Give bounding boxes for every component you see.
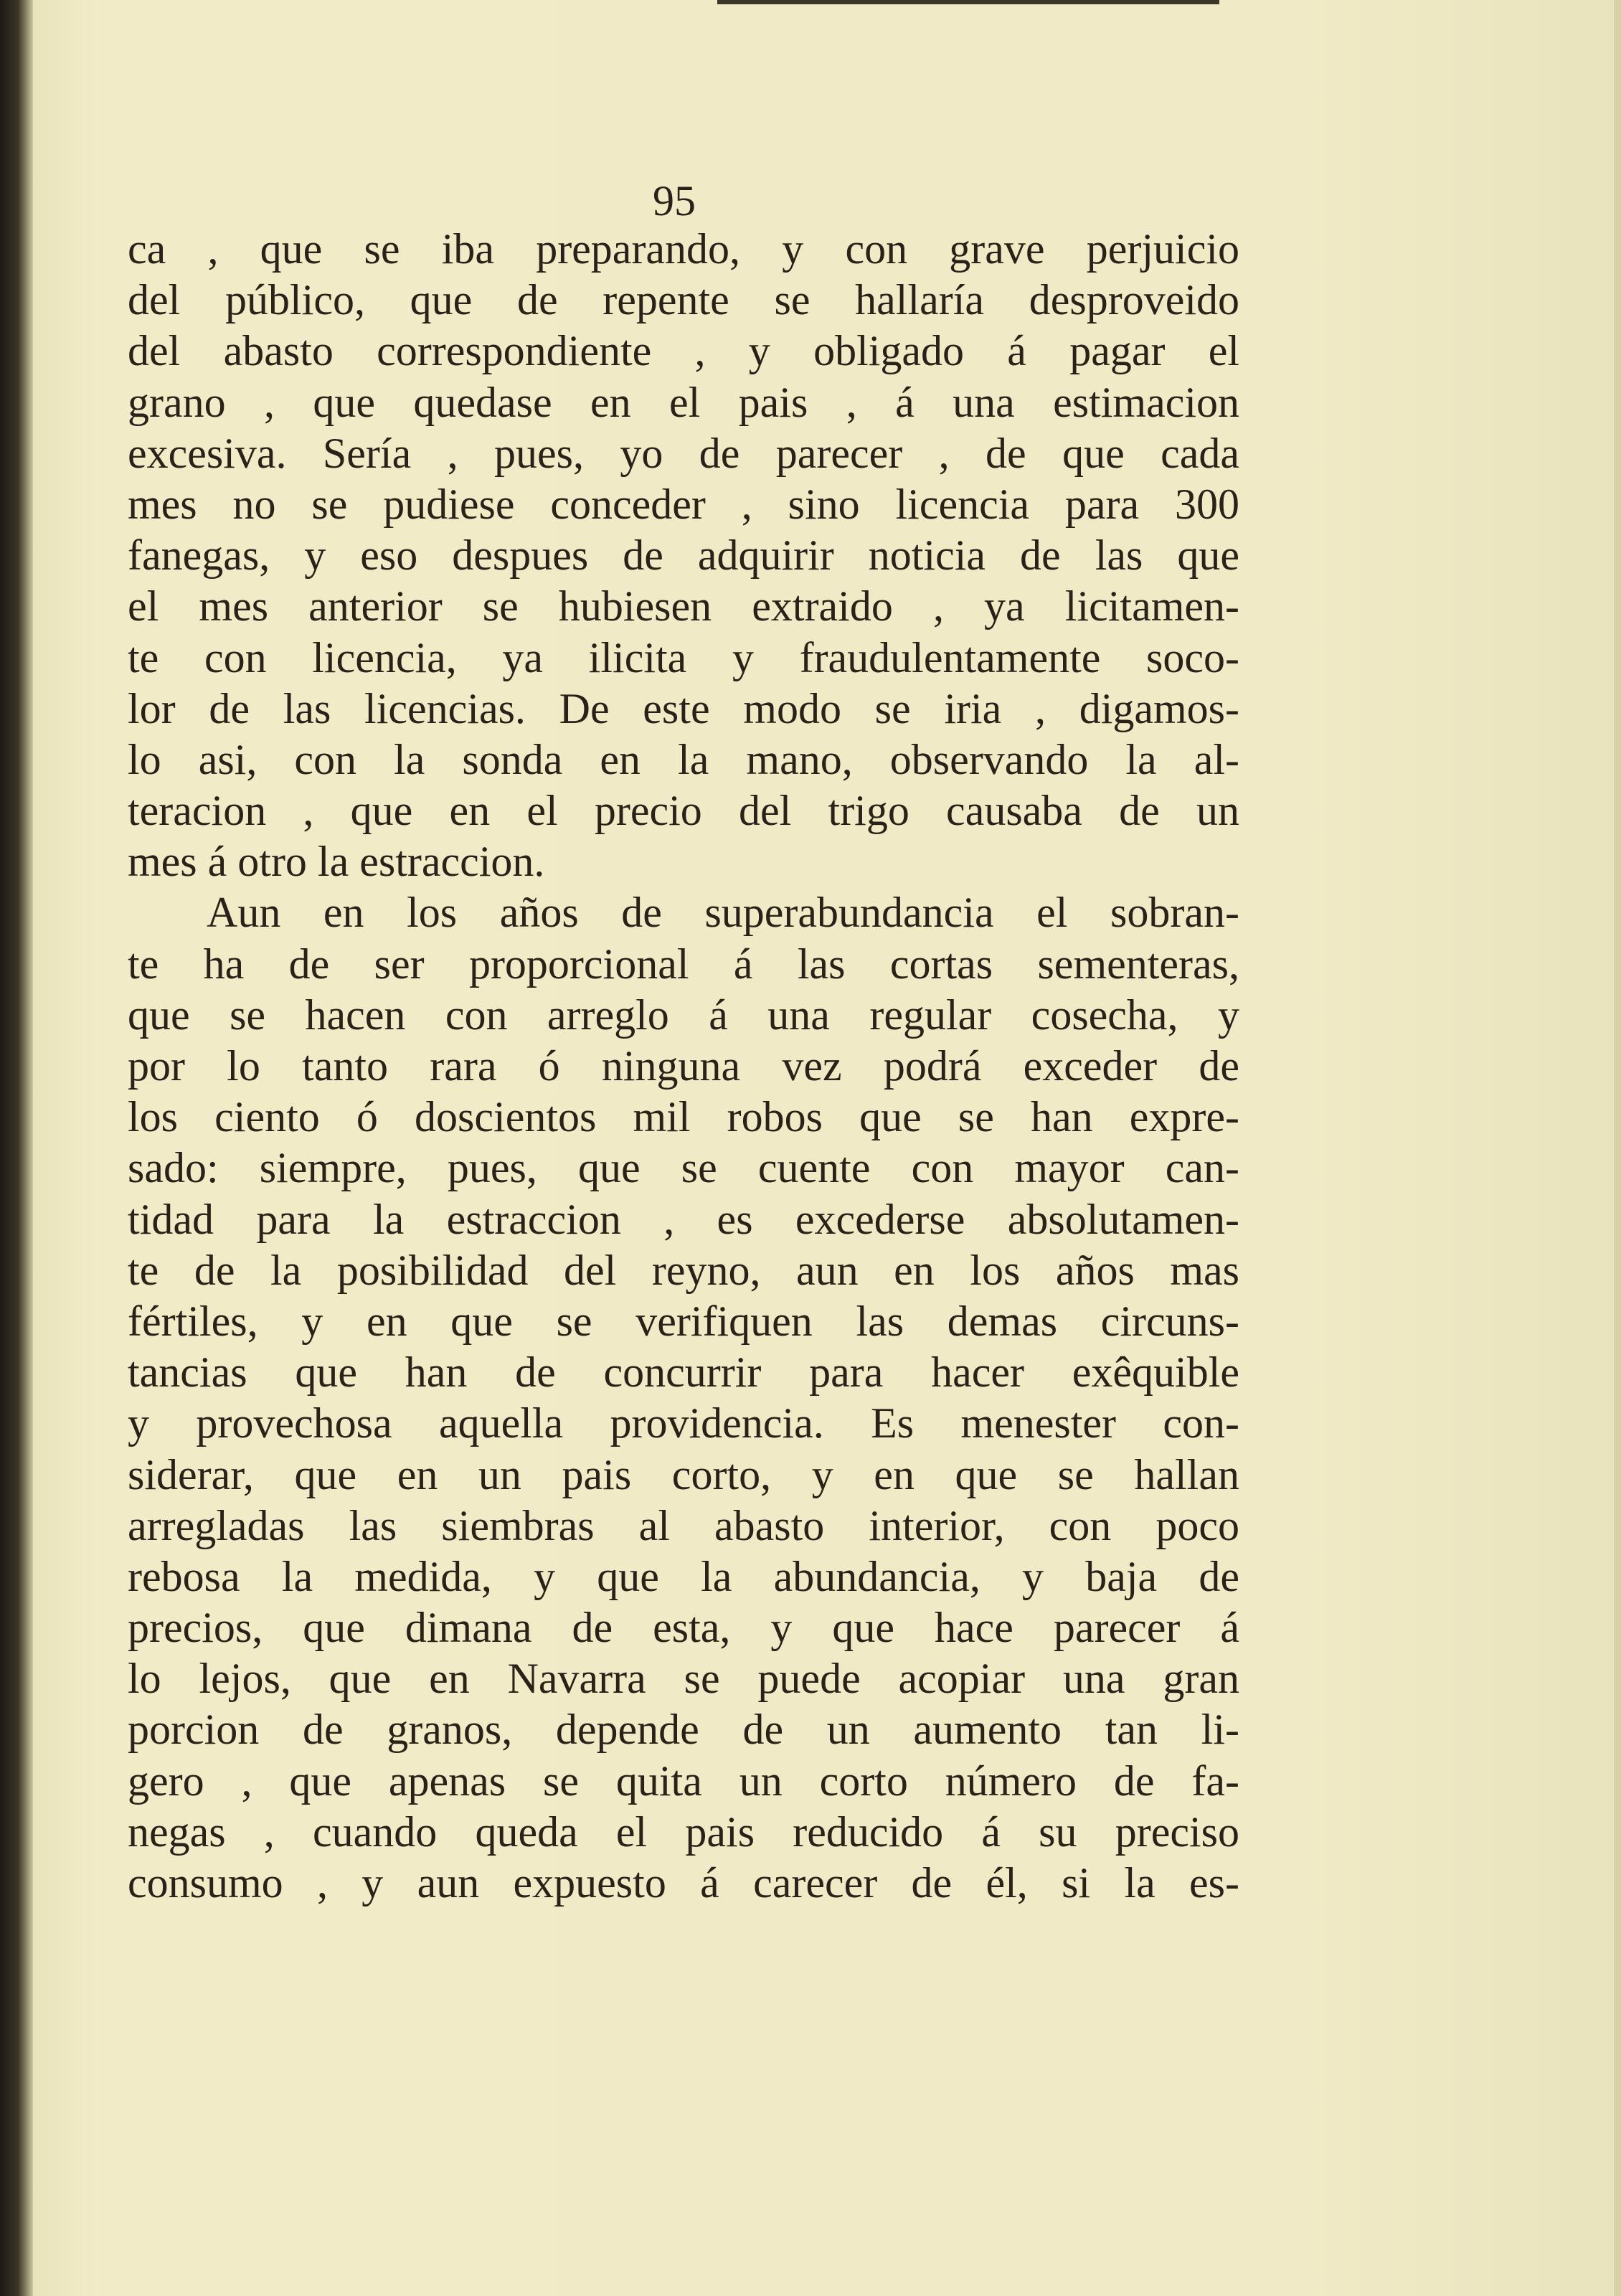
text-line: teracion , que en el precio del trigo causaba de un xyxy=(128,787,1239,835)
page-top-edge xyxy=(717,0,1219,4)
text-line: tidad para la estraccion , es excederse absolutamen- xyxy=(128,1195,1239,1243)
body-text xyxy=(128,224,1239,1909)
text-line: negas , cuando queda el pais reducido á su preciso xyxy=(128,1808,1239,1856)
book-spine xyxy=(0,0,33,2296)
text-line: excesiva. Sería , pues, yo de parecer , de que cada xyxy=(128,429,1239,477)
text-line: del abasto correspondiente , y obligado á pagar el xyxy=(128,327,1239,375)
text-line: los ciento ó doscientos mil robos que se han expre- xyxy=(128,1093,1239,1141)
text-line: te con licencia, ya ilicita y fraudulentamente soco- xyxy=(128,633,1239,681)
text-line: que se hacen con arreglo á una regular cosecha, y xyxy=(128,991,1239,1039)
text-line: del público, que de repente se hallaría desproveido xyxy=(128,276,1239,324)
text-line: porcion de granos, depende de un aumento tan li- xyxy=(128,1706,1239,1754)
text-line: arregladas las siembras al abasto interior, con poco xyxy=(128,1501,1239,1549)
text-line: sado: siempre, pues, que se cuente con mayor can- xyxy=(128,1144,1239,1192)
text-line-paragraph-start: Aun en los años de superabundancia el sobran- xyxy=(207,889,1239,937)
page-number: 95 xyxy=(653,177,696,225)
text-line: tancias que han de concurrir para hacer exêquible xyxy=(128,1348,1239,1397)
text-line: lo lejos, que en Navarra se puede acopiar una gran xyxy=(128,1655,1239,1703)
text-line: el mes anterior se hubiesen extraido , ya licitamen- xyxy=(128,582,1239,630)
text-line: consumo , y aun expuesto á carecer de él, si la es- xyxy=(128,1859,1239,1907)
text-line: ca , que se iba preparando, y con grave perjuicio xyxy=(128,225,1239,273)
text-line: siderar, que en un pais corto, y en que se hallan xyxy=(128,1450,1239,1498)
text-line: y provechosa aquella providencia. Es menester con- xyxy=(128,1399,1239,1447)
text-line: gero , que apenas se quita un corto número de fa- xyxy=(128,1757,1239,1805)
text-line: rebosa la medida, y que la abundancia, y baja de xyxy=(128,1552,1239,1600)
text-line: te ha de ser proporcional á las cortas sementeras, xyxy=(128,940,1239,988)
text-line-paragraph-end: mes á otro la estraccion. xyxy=(128,838,545,886)
page-right-edge xyxy=(1614,0,1621,2296)
text-line: precios, que dimana de esta, y que hace parecer á xyxy=(128,1604,1239,1652)
text-line: por lo tanto rara ó ninguna vez podrá exceder de xyxy=(128,1042,1239,1090)
text-line: grano , que quedase en el pais , á una estimacion xyxy=(128,378,1239,426)
text-line: lo asi, con la sonda en la mano, observando la al- xyxy=(128,735,1239,783)
text-line: fértiles, y en que se verifiquen las demas circuns- xyxy=(128,1297,1239,1345)
text-line: fanegas, y eso despues de adquirir noticia de las que xyxy=(128,532,1239,580)
text-line: te de la posibilidad del reyno, aun en los años mas xyxy=(128,1246,1239,1294)
text-line: lor de las licencias. De este modo se iria , digamos- xyxy=(128,684,1239,732)
text-line: mes no se pudiese conceder , sino licencia para 300 xyxy=(128,480,1239,528)
